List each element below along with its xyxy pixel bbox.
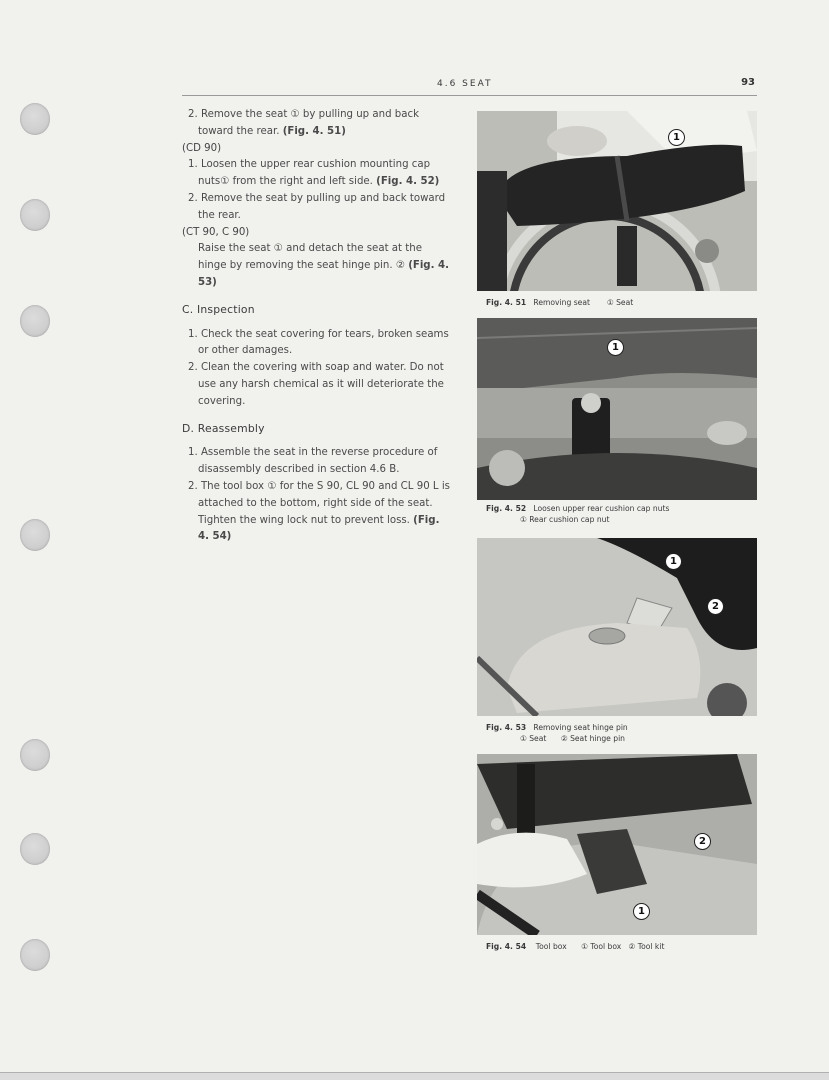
page-header [182,79,757,95]
header-rule [182,95,757,96]
figure-4-52-callout-1: 1 [607,339,624,356]
binder-hole [20,199,50,231]
cd90-step2: 2. Remove the seat by pulling up and back toward the rear. [188,192,446,221]
page-number: 93 [741,77,755,88]
section-title: 4.6 SEAT [437,79,493,89]
figure-4-53-callout-1: 1 [665,553,682,570]
reassembly-heading: D. Reassembly [182,421,265,435]
figure-4-54-callout-2: 2 [694,833,711,850]
figure-4-52-caption: Fig. 4. 52 Loosen upper rear cushion cap nuts ① Rear cushion cap nut [486,504,670,524]
inspection-heading: C. Inspection [182,302,255,316]
ct90-label: (CT 90, C 90) [182,226,250,238]
figure-4-54-caption: Fig. 4. 54 Tool box ① Tool box ② Tool kit [486,942,665,951]
figure-4-54-photo [477,754,757,935]
binder-hole [20,939,50,971]
ct90-text: Raise the seat ① and detach the seat at the hinge by removing the seat hinge pin. ② (Fig. 4. 53) [198,243,449,288]
inspection-step2: 2. Clean the covering with soap and water. Do not use any harsh chemical as it will deteriorate the covering. [188,362,444,407]
step-remove-seat: 2. Remove the seat ① by pulling up and back toward the rear. (Fig. 4. 51) [188,109,420,137]
cd90-step1: 1. Loosen the upper rear cushion mounting cap nuts① from the right and left side. (Fig. 4. 52) [188,159,440,188]
figure-4-53-caption: Fig. 4. 53 Removing seat hinge pin ① Seat ② Seat hinge pin [486,723,628,743]
binder-hole [20,739,50,771]
cd90-label: (CD 90) [182,142,222,154]
reassembly-step2: 2. The tool box ① for the S 90, CL 90 and CL 90 L is attached to the bottom, right side of the seat. Tighten the wing lock nut to prevent loss. (Fig. 4. 54) [188,480,450,543]
binder-hole [20,519,50,551]
figure-4-51-caption: Fig. 4. 51 Removing seat ① Seat [486,298,634,307]
figure-4-51-callout-1: 1 [668,129,685,146]
figure-4-51-photo [477,111,757,291]
figure-4-53-photo [477,538,757,716]
figure-4-54-callout-1: 1 [633,903,650,920]
binder-hole [20,305,50,337]
body-text [182,107,452,546]
binder-hole [20,103,50,135]
figure-4-53-callout-2: 2 [707,598,724,615]
reassembly-step1: 1. Assemble the seat in the reverse procedure of disassembly described in section 4.6 B. [188,447,438,476]
binder-hole [20,833,50,865]
inspection-step1: 1. Check the seat covering for tears, broken seams or other damages. [188,328,449,357]
